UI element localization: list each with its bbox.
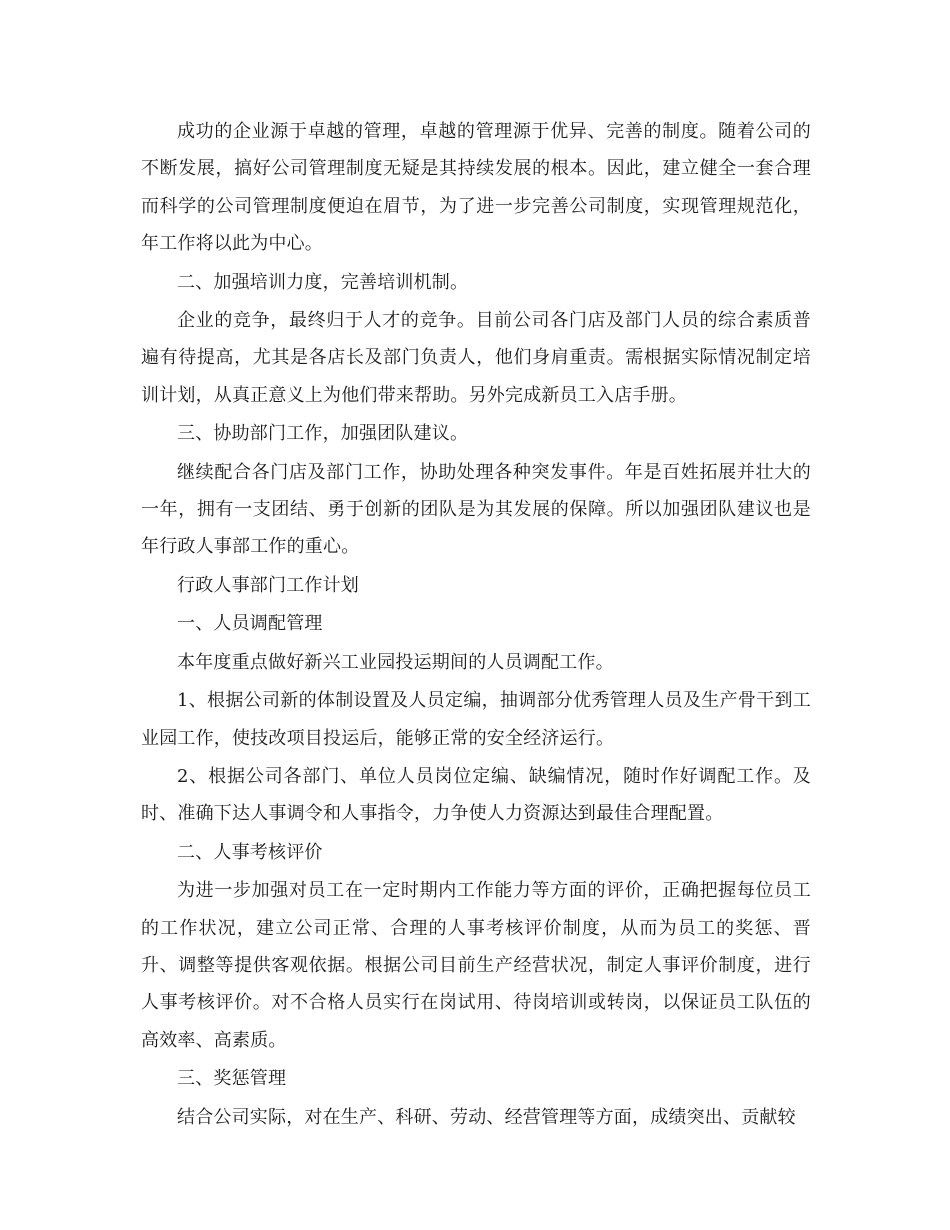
- heading-training: 二、加强培训力度，完善培训机制。: [177, 271, 469, 293]
- heading-staffing: 一、人员调配管理: [177, 613, 323, 635]
- paragraph-rewards: 结合公司实际，对在生产、科研、劳动、经营管理等方面，成绩突出、贡献较: [177, 1106, 796, 1128]
- paragraph-training: 企业的竞争，最终归于人才的竞争。目前公司各门店及部门人员的综合素质普遍有待提高，尤其是各店长及部门负责人，他们身肩重责。需根据实际情况制定培训计划，从真正意义上为他们带来帮助。另外完成新员工入店手册。: [141, 310, 811, 406]
- paragraph-team-building: 继续配合各门店及部门工作，协助处理各种突发事件。年是百姓拓展并壮大的一年，拥有一支团结、勇于创新的团队是为其发展的保障。所以加强团队建议也是年行政人事部工作的重心。: [141, 461, 811, 558]
- heading-hr-plan: 行政人事部门工作计划: [177, 574, 359, 596]
- paragraph-staffing-intro: 本年度重点做好新兴工业园投运期间的人员调配工作。: [177, 651, 614, 673]
- paragraph-evaluation: 为进一步加强对员工在一定时期内工作能力等方面的评价，正确把握每位员工的工作状况，建立公司正常、合理的人事考核评价制度，从而为员工的奖惩、晋升、调整等提供客观依据。根据公司目前生产经营状况，制定人事评价制度，进行人事考核评价。对不合格人员实行在岗试用、待岗培训或转岗，以保证员工队伍的高效率、高素质。: [141, 880, 811, 1051]
- heading-team-building: 三、协助部门工作，加强团队建议。: [177, 423, 469, 445]
- paragraph-staffing-item-1: 1、根据公司新的体制设置及人员定编，抽调部分优秀管理人员及生产骨干到工业园工作，使技改项目投运后，能够正常的安全经济运行。: [141, 690, 811, 749]
- heading-evaluation: 二、人事考核评价: [177, 841, 323, 863]
- document-body: [141, 113, 811, 1136]
- paragraph-management-system: 成功的企业源于卓越的管理，卓越的管理源于优异、完善的制度。随着公司的不断发展，搞好公司管理制度无疑是其持续发展的根本。因此，建立健全一套合理而科学的公司管理制度便迫在眉节，为了进一步完善公司制度，实现管理规范化，年工作将以此为中心。: [141, 121, 811, 255]
- paragraph-staffing-item-2: 2、根据公司各部门、单位人员岗位定编、缺编情况，随时作好调配工作。及时、准确下达人事调令和人事指令，力争使人力资源达到最佳合理配置。: [141, 765, 811, 825]
- heading-rewards: 三、奖惩管理: [177, 1068, 287, 1090]
